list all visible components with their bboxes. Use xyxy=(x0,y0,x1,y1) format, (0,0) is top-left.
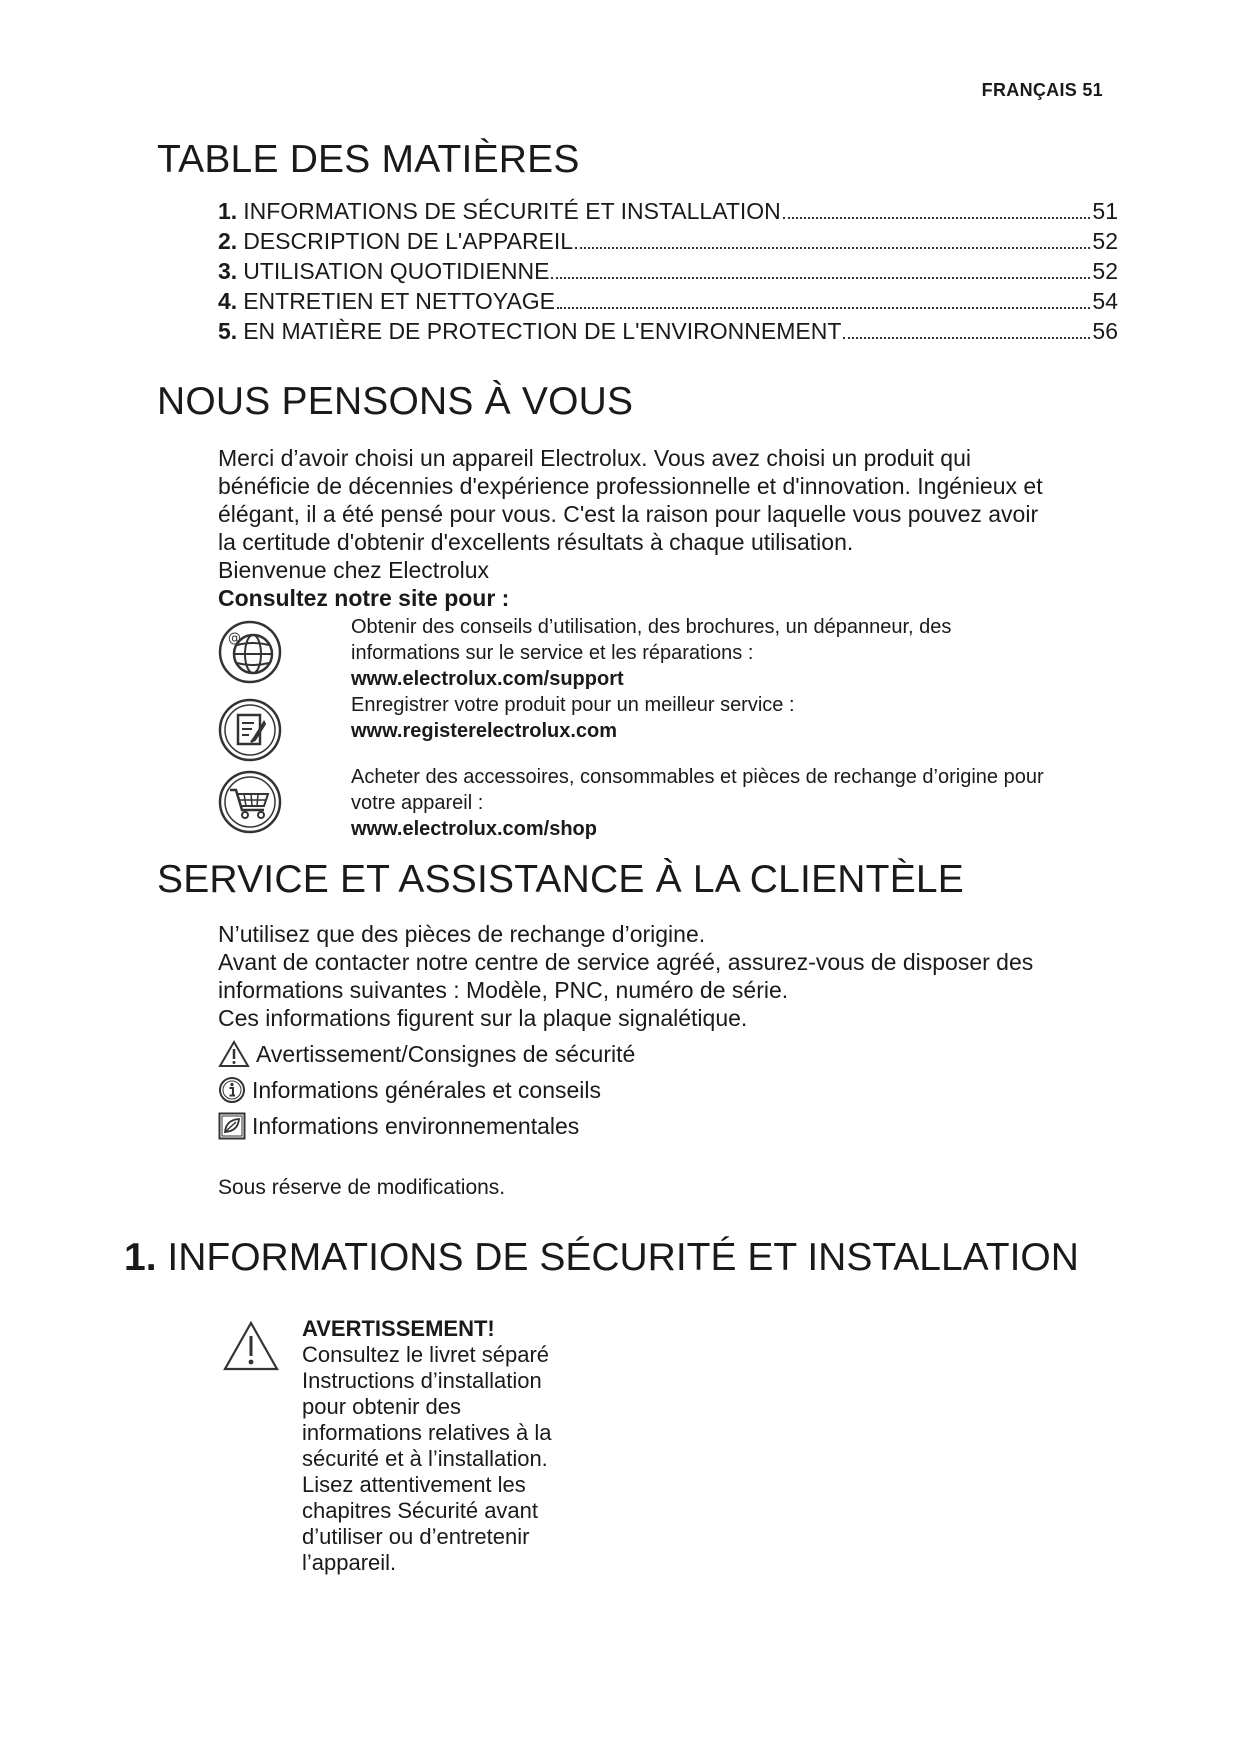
warning-line: informations relatives à la xyxy=(302,1420,552,1445)
link-description: Acheter des accessoires, consommables et pièces de rechange d’origine pour xyxy=(351,766,1044,788)
service-paragraph xyxy=(218,920,1033,1032)
toc-item-label: INFORMATIONS DE SÉCURITÉ ET INSTALLATION xyxy=(243,198,781,224)
symbol-legend xyxy=(218,1036,635,1144)
toc-item-number: 1. xyxy=(218,198,238,224)
legend-label: Avertissement/Consignes de sécurité xyxy=(256,1040,636,1067)
toc-title: TABLE DES MATIÈRES xyxy=(157,138,580,181)
toc-item-page: 52 xyxy=(1092,258,1118,284)
table-of-contents xyxy=(218,198,1118,348)
support-url-link[interactable]: www.electrolux.com/support xyxy=(351,668,624,690)
toc-item-page: 52 xyxy=(1092,228,1118,254)
warning-line: pour obtenir des xyxy=(302,1394,461,1419)
toc-item-label: DESCRIPTION DE L'APPAREIL xyxy=(243,228,574,254)
toc-item-page: 56 xyxy=(1092,318,1118,344)
toc-leader-dots xyxy=(575,247,1090,249)
toc-item[interactable] xyxy=(218,228,1118,258)
thinking-paragraph xyxy=(218,444,1043,612)
legend-label: Informations environnementales xyxy=(252,1112,580,1139)
info-icon xyxy=(218,1076,246,1104)
warning-line: Instructions d’installation xyxy=(302,1368,542,1393)
section-number: 1. xyxy=(124,1236,157,1279)
paragraph-line: la certitude d'obtenir d'excellents résultats à chaque utilisation. xyxy=(218,529,854,555)
link-description: Enregistrer votre produit pour un meilleur service : xyxy=(351,694,795,716)
site-heading: Consultez notre site pour : xyxy=(218,585,510,611)
paragraph-line: bénéficie de décennies d'expérience professionnelle et d'innovation. Ingénieux et xyxy=(218,473,1043,499)
warning-title: AVERTISSEMENT! xyxy=(302,1316,495,1341)
service-title: SERVICE ET ASSISTANCE À LA CLIENTÈLE xyxy=(157,858,965,901)
warning-icon xyxy=(222,1320,280,1372)
legend-label: Informations générales et conseils xyxy=(252,1076,602,1103)
register-url-link[interactable]: www.registerelectrolux.com xyxy=(351,720,618,742)
toc-leader-dots xyxy=(843,337,1090,339)
toc-item-page: 54 xyxy=(1092,288,1118,314)
paragraph-line: Bienvenue chez Electrolux xyxy=(218,557,490,583)
toc-item[interactable] xyxy=(218,198,1118,228)
toc-item-label: ENTRETIEN ET NETTOYAGE xyxy=(243,288,556,314)
warning-line: sécurité et à l’installation. xyxy=(302,1446,548,1471)
warning-line: d’utiliser ou d’entretenir xyxy=(302,1524,530,1549)
paragraph-line: élégant, il a été pensé pour vous. C'est la raison pour laquelle vous pouvez avoir xyxy=(218,501,1039,527)
toc-item[interactable] xyxy=(218,318,1118,348)
globe-icon xyxy=(218,620,282,684)
toc-item-page: 51 xyxy=(1092,198,1118,224)
toc-item-number: 5. xyxy=(218,318,238,344)
paragraph-line: Ces informations figurent sur la plaque signalétique. xyxy=(218,1005,748,1031)
cart-icon xyxy=(218,770,282,834)
toc-item-label: UTILISATION QUOTIDIENNE xyxy=(243,258,550,284)
toc-item-label: EN MATIÈRE DE PROTECTION DE L'ENVIRONNEMENT xyxy=(243,318,842,344)
legend-item xyxy=(218,1108,635,1144)
leaf-icon xyxy=(218,1112,246,1140)
modification-note: Sous réserve de modifications. xyxy=(218,1176,506,1199)
section-1-heading xyxy=(124,1236,1079,1280)
shop-url-link[interactable]: www.electrolux.com/shop xyxy=(351,818,597,840)
warning-line: Lisez attentivement les xyxy=(302,1472,526,1497)
toc-item-number: 3. xyxy=(218,258,238,284)
svg-text:@: @ xyxy=(228,631,241,646)
register-icon xyxy=(218,698,282,762)
legend-item xyxy=(218,1072,635,1108)
toc-item[interactable] xyxy=(218,258,1118,288)
paragraph-line: Merci d’avoir choisi un appareil Electrolux. Vous avez choisi un produit qui xyxy=(218,445,972,471)
paragraph-line: informations suivantes : Modèle, PNC, numéro de série. xyxy=(218,977,789,1003)
warning-line: Consultez le livret séparé xyxy=(302,1342,550,1367)
toc-leader-dots xyxy=(557,307,1090,309)
toc-leader-dots xyxy=(783,217,1090,219)
paragraph-line: N’utilisez que des pièces de rechange d’origine. xyxy=(218,921,706,947)
toc-item[interactable] xyxy=(218,288,1118,318)
toc-item-number: 4. xyxy=(218,288,238,314)
section-title: INFORMATIONS DE SÉCURITÉ ET INSTALLATION xyxy=(167,1236,1079,1279)
paragraph-line: Avant de contacter notre centre de service agréé, assurez-vous de disposer des xyxy=(218,949,1034,975)
legend-item xyxy=(218,1036,635,1072)
toc-leader-dots xyxy=(551,277,1090,279)
warning-icon xyxy=(218,1040,250,1068)
thinking-title: NOUS PENSONS À VOUS xyxy=(157,380,634,423)
link-description: Obtenir des conseils d’utilisation, des brochures, un dépanneur, des xyxy=(351,616,952,638)
toc-item-number: 2. xyxy=(218,228,238,254)
page-header-label: FRANÇAIS 51 xyxy=(981,80,1103,100)
warning-line: chapitres Sécurité avant xyxy=(302,1498,539,1523)
link-description: informations sur le service et les réparations : xyxy=(351,642,754,664)
link-description: votre appareil : xyxy=(351,792,484,814)
warning-line: l’appareil. xyxy=(302,1550,397,1575)
